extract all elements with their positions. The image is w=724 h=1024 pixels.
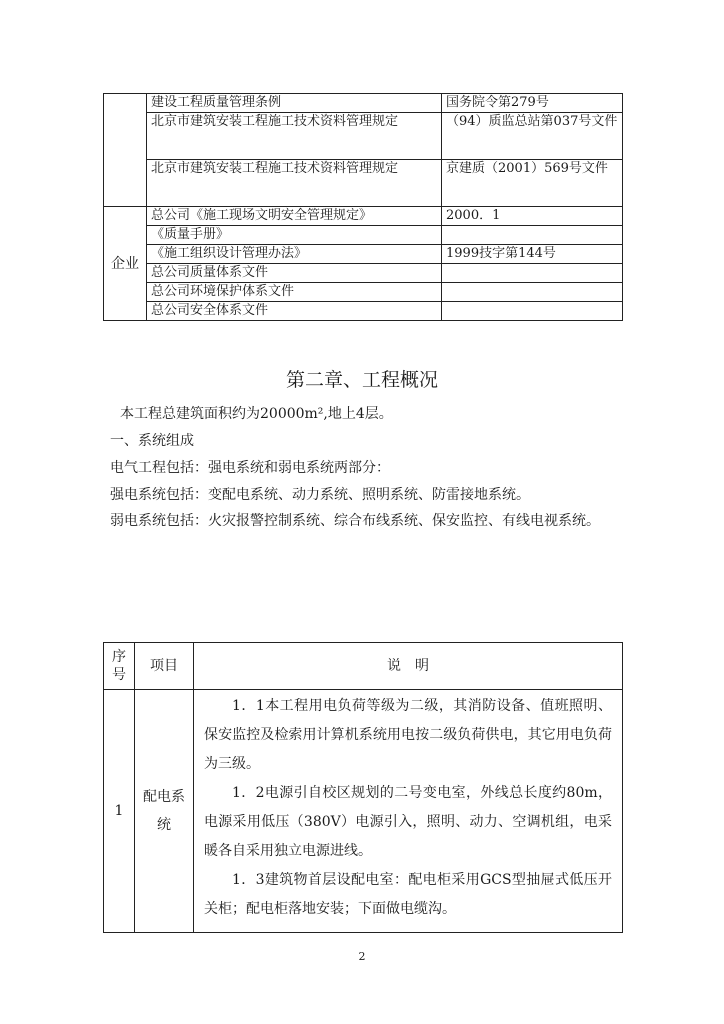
regulation-number: 2000．1 bbox=[442, 207, 623, 226]
regulations-table bbox=[103, 93, 623, 321]
regulation-number: 京建质（2001）569号文件 bbox=[442, 160, 623, 207]
description-table bbox=[103, 642, 623, 933]
header-description: 说 明 bbox=[194, 643, 623, 690]
section-heading: 一、系统组成 bbox=[110, 433, 194, 449]
regulation-name: 《施工组织设计管理办法》 bbox=[147, 245, 442, 264]
regulation-name: 《质量手册》 bbox=[147, 226, 442, 245]
paragraph-weak-current: 弱电系统包括：火灾报警控制系统、综合布线系统、保安监控、有线电视系统。 bbox=[110, 513, 600, 529]
table-row bbox=[104, 226, 623, 245]
table-row bbox=[104, 302, 623, 321]
table-row bbox=[104, 94, 623, 113]
regulation-number bbox=[442, 226, 623, 245]
category-cell bbox=[104, 94, 147, 207]
header-item: 项目 bbox=[135, 643, 194, 690]
description-paragraph: 1．1本工程用电负荷等级为二级，其消防设备、值班照明、保安监控及检索用计算机系统用电按二级负荷供电，其它用电负荷为三级。 bbox=[204, 698, 612, 772]
category-cell: 企业 bbox=[104, 207, 147, 321]
paragraph-strong-current: 强电系统包括：变配电系统、动力系统、照明系统、防雷接地系统。 bbox=[110, 487, 530, 503]
page-number: 2 bbox=[358, 950, 366, 963]
table-header-row bbox=[104, 643, 623, 690]
regulation-number: 国务院令第279号 bbox=[442, 94, 623, 113]
table-row bbox=[104, 207, 623, 226]
table-row bbox=[104, 690, 623, 933]
description-paragraph: 1．2电源引自校区规划的二号变电室，外线总长度约80m，电源采用低压（380V）电源引入，照明、动力、空调机组，电采暖各自采用独立电源进线。 bbox=[204, 785, 612, 859]
regulation-number bbox=[442, 283, 623, 302]
regulation-number bbox=[442, 302, 623, 321]
table-row bbox=[104, 245, 623, 264]
paragraph-electrical: 电气工程包括：强电系统和弱电系统两部分： bbox=[110, 460, 390, 476]
paragraph-area: 本工程总建筑面积约为20000m²,地上4层。 bbox=[120, 406, 393, 422]
row-description bbox=[194, 690, 623, 933]
table-row bbox=[104, 264, 623, 283]
table-row bbox=[104, 283, 623, 302]
header-seq: 序号 bbox=[104, 643, 135, 690]
table-row bbox=[104, 113, 623, 160]
regulation-name: 建设工程质量管理条例 bbox=[147, 94, 442, 113]
regulation-name: 总公司《施工现场文明安全管理规定》 bbox=[147, 207, 442, 226]
row-seq: 1 bbox=[104, 690, 135, 933]
chapter-title: 第二章、工程概况 bbox=[285, 369, 438, 391]
table-row bbox=[104, 160, 623, 207]
regulation-number: （94）质监总站第037号文件 bbox=[442, 113, 623, 160]
row-item: 配电系统 bbox=[135, 690, 194, 933]
regulation-number: 1999技字第144号 bbox=[442, 245, 623, 264]
regulation-name: 总公司质量体系文件 bbox=[147, 264, 442, 283]
regulation-name: 北京市建筑安装工程施工技术资料管理规定 bbox=[147, 113, 442, 160]
regulation-name: 北京市建筑安装工程施工技术资料管理规定 bbox=[147, 160, 442, 207]
description-paragraph: 1．3建筑物首层设配电室：配电柜采用GCS型抽屉式低压开关柜；配电柜落地安装；下面做电缆沟。 bbox=[204, 872, 612, 917]
regulation-name: 总公司安全体系文件 bbox=[147, 302, 442, 321]
regulation-name: 总公司环境保护体系文件 bbox=[147, 283, 442, 302]
regulation-number bbox=[442, 264, 623, 283]
